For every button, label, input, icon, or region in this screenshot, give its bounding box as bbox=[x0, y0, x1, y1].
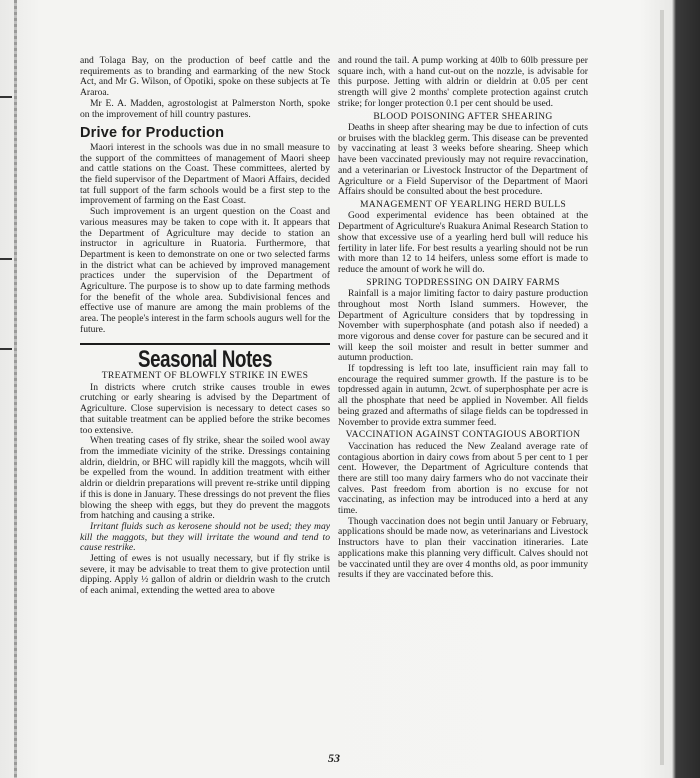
italic-warning: Irritant fluids such as kerosene should not be used; they may kill the maggots, but they will irritate the wound and tend to cause restrike. bbox=[80, 520, 330, 554]
staple-mark bbox=[0, 96, 12, 98]
body-paragraph: Such improvement is an urgent question on the Coast and various measures may be taken to cope with it. It appears that the Department of Agriculture may decide to station an instructor in agriculture in Ruatoria. Furthermore, that Department is keen to demonstrate on one or two selected farms in the district what can be achieved by improved management practices under the supervision of the Department of Agriculture. The purpose is to show up to date farming methods for the benefit of the whole area. Subdivisional fences and effective use of manure are among the main problems of the area. The people's interest in the farm schools augurs well for the future. bbox=[80, 206, 330, 335]
body-paragraph: Jetting of ewes is not usually necessary, but if fly strike is severe, it may be advisable to treat them to give protection until dipping. Apply ½ gallon of aldrin or dieldrin wash to the crutch of each animal, extending the wetted area to above bbox=[80, 553, 330, 597]
right-column bbox=[338, 56, 588, 581]
body-paragraph: Maori interest in the schools was due in no small measure to the support of the committees of management of Maori sheep and cattle stations on the Coast. These committees, alerted by the field supervisor of the Department of Maori Affairs, decided tat full support of the farm schools would be a first step to the improvement of farming on the East Coast. bbox=[80, 141, 330, 207]
masthead-title: Seasonal Notes bbox=[138, 345, 272, 373]
article-heading: VACCINATION AGAINST CONTAGIOUS ABORTION bbox=[345, 429, 581, 441]
article-heading: SPRING TOPDRESSING ON DAIRY FARMS bbox=[366, 276, 560, 288]
body-paragraph: Rainfall is a major limiting factor to dairy pasture production throughout most North Island summers. However, the Department of Agriculture considers that by topdressing in November with superphosphate (and potash also if needed) a more vigorous and dense cover for pasture can be secured and it will keep the soil moister and result in better summer and autumn production. bbox=[338, 288, 588, 364]
body-paragraph: Vaccination has reduced the New Zealand average rate of contagious abortion in dairy cows from about 5 per cent to 1 per cent. However, the Department of Agriculture contends that there are still too many dairy farmers who do not vaccinate their calves. Past freedom from abortion is no excuse for not vaccinating, as infection may be introduced into a herd at any time. bbox=[338, 440, 588, 517]
staple-mark bbox=[0, 348, 12, 350]
body-paragraph: In districts where crutch strike causes trouble in ewes crutching or early shearing is advised by the Department of Agriculture. Close supervision is necessary to detect cases so that suitable treatment can be applied before the strike becomes too extensive. bbox=[80, 381, 330, 436]
body-paragraph: Good experimental evidence has been obtained at the Department of Agriculture's Ruakura Animal Research Station to show that excessive use of a yearling herd bull will reduce his fertility in later life. For best results a yearling should not be run with more than 12 to 14 heifers, unless some effort is made to reduce the amount of work he will do. bbox=[338, 210, 588, 275]
article-heading: TREATMENT OF BLOWFLY STRIKE IN EWES bbox=[101, 370, 309, 382]
page-edge bbox=[660, 10, 664, 765]
body-paragraph: and Tolaga Bay, on the production of beef cattle and the requirements as to branding and earmarking of the new Stock Act, and Mr G. Wilson, of Opotiki, spoke on these subjects at Te Araroa. bbox=[80, 55, 330, 99]
binding-edge bbox=[14, 0, 17, 778]
body-paragraph: If topdressing is left too late, insufficient rain may fall to encourage the required summer growth. If the pasture is to be topdressed again in autumn, 2cwt. of superphosphate per acre is all the phosphate that need be applied in November. All fields being grazed and aftermaths of silage fields can be topdressed in November to provide extra summer feed. bbox=[338, 363, 588, 428]
page-number: 53 bbox=[328, 751, 340, 765]
body-paragraph: Mr E. A. Madden, agrostologist at Palmerston North, spoke on the improvement of hill country pastures. bbox=[80, 97, 330, 120]
body-paragraph: When treating cases of fly strike, shear the soiled wool away from the immediate vicinity of the strike. Dressings containing aldrin, dieldrin, or BHC will rapidly kill the maggots, whcih will be expelled from the wound. In addition treatment with either aldrin or dieldrin preparations will prevent re-strike until dipping if this is done in January. These dressings do not prevent the flies blowing the sheep with eggs, but they do prevent the maggots from hatching and causing a strike. bbox=[80, 435, 330, 522]
article-heading: MANAGEMENT OF YEARLING HERD BULLS bbox=[359, 198, 567, 210]
article-heading: BLOOD POISONING AFTER SHEARING bbox=[373, 110, 553, 122]
body-paragraph: and round the tail. A pump working at 40lb to 60lb pressure per square inch, with a hand cut-out on the nozzle, is advisable for this purpose. Jetting with aldrin or dieldrin at 0.05 per cent strength will give 2 months' complete protection against crutch strike; for longer protection 0.1 per cent should be used. bbox=[338, 55, 588, 109]
body-paragraph: Deaths in sheep after shearing may be due to infection of cuts or bruises with the blackleg germ. This disease can be prevented by vaccinating at least 3 weeks before shearing. Sheep which have been vaccinated previously may not require revaccination, and a veterinarian or Livestock Instructor of the Department of Agriculture or a Field Supervisor of the Department of Maori Affairs should be consulted about the best procedure. bbox=[338, 122, 588, 198]
body-paragraph: Though vaccination does not begin until January or February, applications should be made now, as veterinarians and Livestock Instructors have to plan their vaccination itineraries. Late applications make this planning very difficult. Calves should not be vaccinated until they are over 4 months old, as poor immunity results if they are vaccinated before this. bbox=[338, 515, 588, 581]
divider bbox=[80, 343, 330, 345]
staple-mark bbox=[0, 258, 12, 260]
left-column bbox=[80, 56, 330, 597]
section-heading: Drive for Production bbox=[80, 125, 225, 142]
